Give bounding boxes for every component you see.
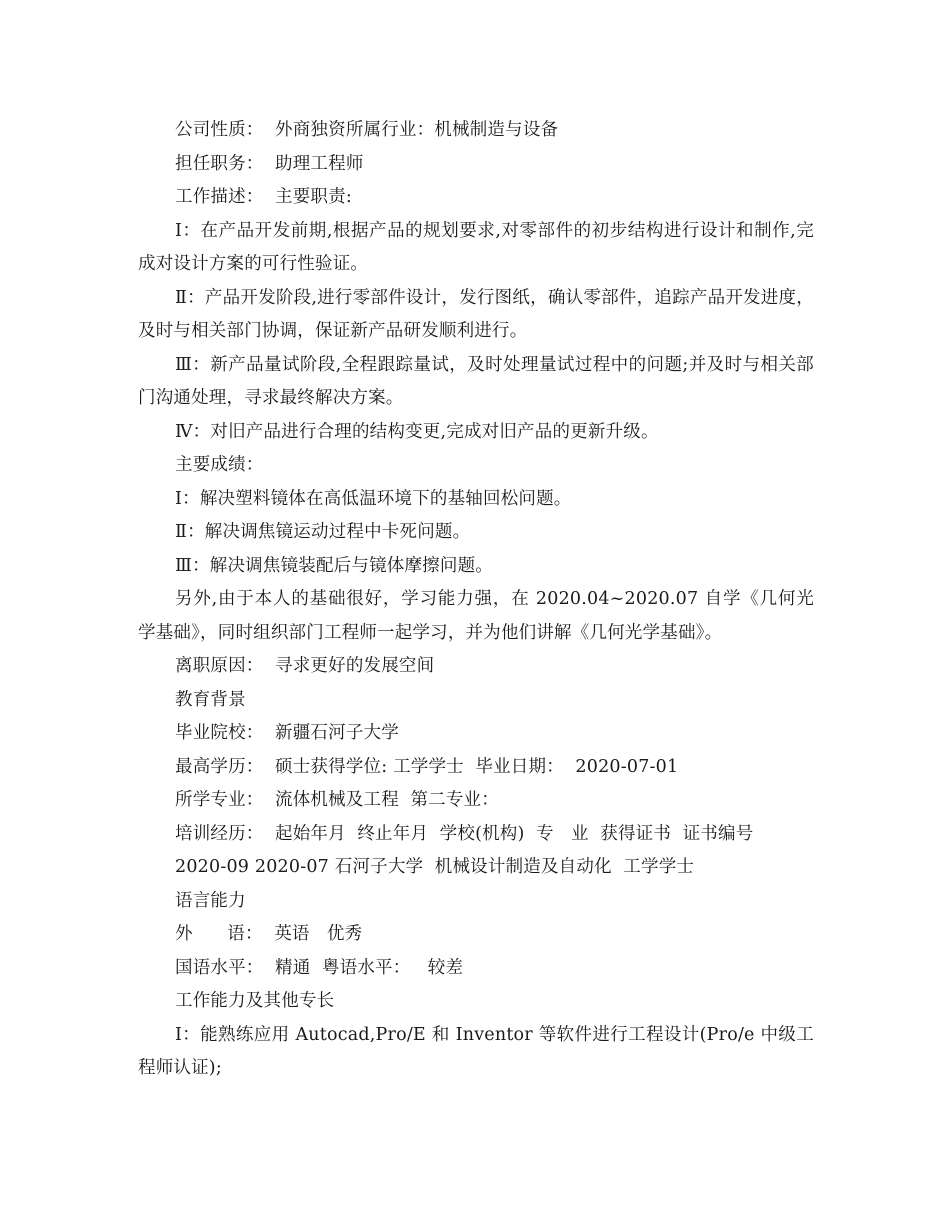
major-line: 所学专业： 流体机械及工程 第二专业： (175, 790, 499, 810)
mandarin-cantonese-line: 国语水平： 精通 粤语水平： 较差 (175, 957, 464, 978)
achievement-item-2: Ⅱ：解决调焦镜运动过程中卡死问题。 (175, 522, 471, 542)
achievement-item-3: Ⅲ：解决调焦镜装配后与镜体摩擦问题。 (175, 555, 493, 576)
school-line: 毕业院校： 新疆石河子大学 (175, 723, 399, 743)
foreign-language-line: 外 语： 英语 优秀 (175, 924, 363, 944)
duty-item-1: Ⅰ：在产品开发前期,根据产品的规划要求,对零部件的初步结构进行设计和制作,完成对设计方案的可行性验证。 (138, 220, 814, 274)
achievements-heading: 主要成绩： (175, 455, 264, 475)
position-line: 担任职务： 助理工程师 (175, 153, 364, 174)
degree-line: 最高学历： 硕士获得学位: 工学学士 毕业日期： 2020-07-01 (175, 756, 679, 777)
skill-item-1: Ⅰ：能熟练应用 Autocad,Pro/E 和 Inventor 等软件进行工程设计(Pro/e 中级工程师认证); (138, 1024, 814, 1078)
company-nature-line: 公司性质： 外商独资所属行业：机械制造与设备 (175, 120, 559, 140)
duty-item-2: Ⅱ：产品开发阶段,进行零部件设计，发行图纸，确认零部件，追踪产品开发进度，及时与相关部门协调，保证新产品研发顺利进行。 (138, 287, 814, 341)
duty-item-4: Ⅳ：对旧产品进行合理的结构变更,完成对旧产品的更新升级。 (175, 421, 659, 442)
education-heading: 教育背景 (175, 689, 246, 710)
training-row: 2020-09 2020-07 石河子大学 机械设计制造及自动化 工学学士 (175, 857, 695, 877)
duty-item-3: Ⅲ：新产品量试阶段,全程跟踪量试，及时处理量试过程中的问题;并及时与相关部门沟通处理，寻求最终解决方案。 (138, 354, 814, 408)
achievement-item-1: Ⅰ：解决塑料镜体在高低温环境下的基轴回松问题。 (175, 488, 572, 509)
leaving-reason-line: 离职原因： 寻求更好的发展空间 (175, 656, 435, 676)
self-study-paragraph: 另外,由于本人的基础很好，学习能力强，在 2020.04~2020.07 自学《几何光学基础》，同时组织部门工程师一起学习，并为他们讲解《几何光学基础》。 (138, 589, 814, 643)
resume-body (138, 114, 814, 1086)
language-heading: 语言能力 (175, 890, 246, 911)
skills-heading: 工作能力及其他专长 (175, 991, 335, 1011)
job-description-heading: 工作描述： 主要职责: (175, 187, 352, 207)
training-header-line: 培训经历： 起始年月 终止年月 学校(机构) 专 业 获得证书 证书编号 (175, 823, 754, 844)
